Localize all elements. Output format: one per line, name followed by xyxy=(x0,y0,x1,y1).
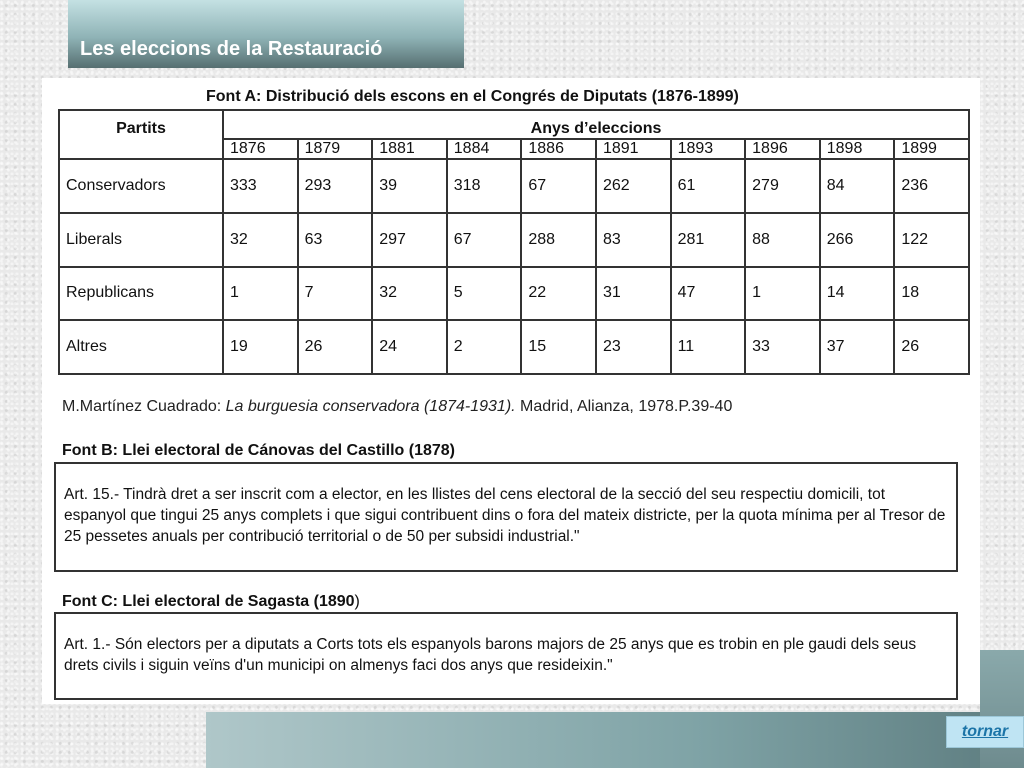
seat-count: 15 xyxy=(521,320,596,374)
seat-count: 26 xyxy=(894,320,969,374)
seat-count: 61 xyxy=(671,159,746,213)
font-c-title-end: ) xyxy=(354,593,360,610)
corner-decoration xyxy=(980,650,1024,768)
header-banner xyxy=(68,0,464,68)
seat-count: 67 xyxy=(521,159,596,213)
seat-count: 14 xyxy=(820,267,895,321)
party-name: Liberals xyxy=(59,213,223,267)
seat-count: 37 xyxy=(820,320,895,374)
party-column-header: Partits xyxy=(59,110,223,159)
table-row xyxy=(59,320,969,374)
party-name: Republicans xyxy=(59,267,223,321)
back-button[interactable] xyxy=(946,716,1024,748)
seat-count: 18 xyxy=(894,267,969,321)
citation-work: La burguesia conservadora (1874-1931). xyxy=(225,398,516,415)
year-header: 1886 xyxy=(521,139,596,159)
year-header: 1876 xyxy=(223,139,298,159)
year-header: 1896 xyxy=(745,139,820,159)
seat-count: 39 xyxy=(372,159,447,213)
party-name: Conservadors xyxy=(59,159,223,213)
year-header: 1879 xyxy=(298,139,373,159)
back-button-label: tornar xyxy=(961,723,1009,740)
seat-count: 333 xyxy=(223,159,298,213)
year-header: 1893 xyxy=(671,139,746,159)
seat-count: 288 xyxy=(521,213,596,267)
font-c-text: Art. 1.- Són electors per a diputats a Corts tots els espanyols barons majors de 25 anys que es trobin en ple gaudi dels seus drets civils i siguin veïns d'un municipi on almenys faci dos anys que resideixin." xyxy=(64,636,917,674)
years-column-header: Anys d’eleccions xyxy=(223,110,969,139)
seat-count: 26 xyxy=(298,320,373,374)
font-c-title xyxy=(62,593,360,611)
seat-count: 47 xyxy=(671,267,746,321)
seat-count: 11 xyxy=(671,320,746,374)
citation xyxy=(62,398,732,416)
seat-count: 1 xyxy=(223,267,298,321)
seat-count: 281 xyxy=(671,213,746,267)
footer-bar xyxy=(206,712,1024,768)
seat-count: 19 xyxy=(223,320,298,374)
font-c-quote xyxy=(54,612,958,700)
font-b-quote xyxy=(54,462,958,572)
seat-count: 33 xyxy=(745,320,820,374)
font-b-title: Font B: Llei electoral de Cánovas del Castillo (1878) xyxy=(62,442,455,459)
seat-count: 83 xyxy=(596,213,671,267)
seat-count: 63 xyxy=(298,213,373,267)
seat-count: 297 xyxy=(372,213,447,267)
year-header: 1898 xyxy=(820,139,895,159)
year-header: 1899 xyxy=(894,139,969,159)
seat-count: 293 xyxy=(298,159,373,213)
seat-count: 32 xyxy=(372,267,447,321)
seat-count: 22 xyxy=(521,267,596,321)
seat-count: 318 xyxy=(447,159,522,213)
table-row xyxy=(59,267,969,321)
seat-count: 23 xyxy=(596,320,671,374)
font-c-title-text: Font C: Llei electoral de Sagasta (1890 xyxy=(62,593,355,610)
font-b-text: Art. 15.- Tindrà dret a ser inscrit com a elector, en les llistes del cens electoral de la secció del seu respectiu domicili, tot espanyol que tingui 25 anys complets i que sigui contribuent dins o fora del mateix districte, per la quota mínima per al Tresor de 25 pessetes anuals per contribució territorial o de 50 per subsidi industrial." xyxy=(64,486,946,545)
seat-count: 32 xyxy=(223,213,298,267)
seat-count: 88 xyxy=(745,213,820,267)
year-header: 1884 xyxy=(447,139,522,159)
seat-count: 84 xyxy=(820,159,895,213)
seat-count: 5 xyxy=(447,267,522,321)
seat-count: 67 xyxy=(447,213,522,267)
seat-count: 1 xyxy=(745,267,820,321)
citation-rest: Madrid, Alianza, 1978.P.39-40 xyxy=(515,398,733,415)
table-body xyxy=(59,159,969,374)
font-a-title: Font A: Distribució dels escons en el Congrés de Diputats (1876-1899) xyxy=(206,88,739,105)
seat-count: 7 xyxy=(298,267,373,321)
table-row xyxy=(59,159,969,213)
seat-count: 266 xyxy=(820,213,895,267)
citation-author: M.Martínez Cuadrado: xyxy=(62,398,226,415)
year-header: 1891 xyxy=(596,139,671,159)
seat-count: 122 xyxy=(894,213,969,267)
page-title: Les eleccions de la Restauració xyxy=(80,38,383,60)
table-row xyxy=(59,213,969,267)
seat-count: 2 xyxy=(447,320,522,374)
seat-count: 236 xyxy=(894,159,969,213)
seat-count: 31 xyxy=(596,267,671,321)
seat-count: 279 xyxy=(745,159,820,213)
party-name: Altres xyxy=(59,320,223,374)
seat-count: 24 xyxy=(372,320,447,374)
year-header: 1881 xyxy=(372,139,447,159)
content-panel xyxy=(42,78,980,704)
seats-table xyxy=(58,109,970,375)
seat-count: 262 xyxy=(596,159,671,213)
table-header-row xyxy=(59,110,969,139)
